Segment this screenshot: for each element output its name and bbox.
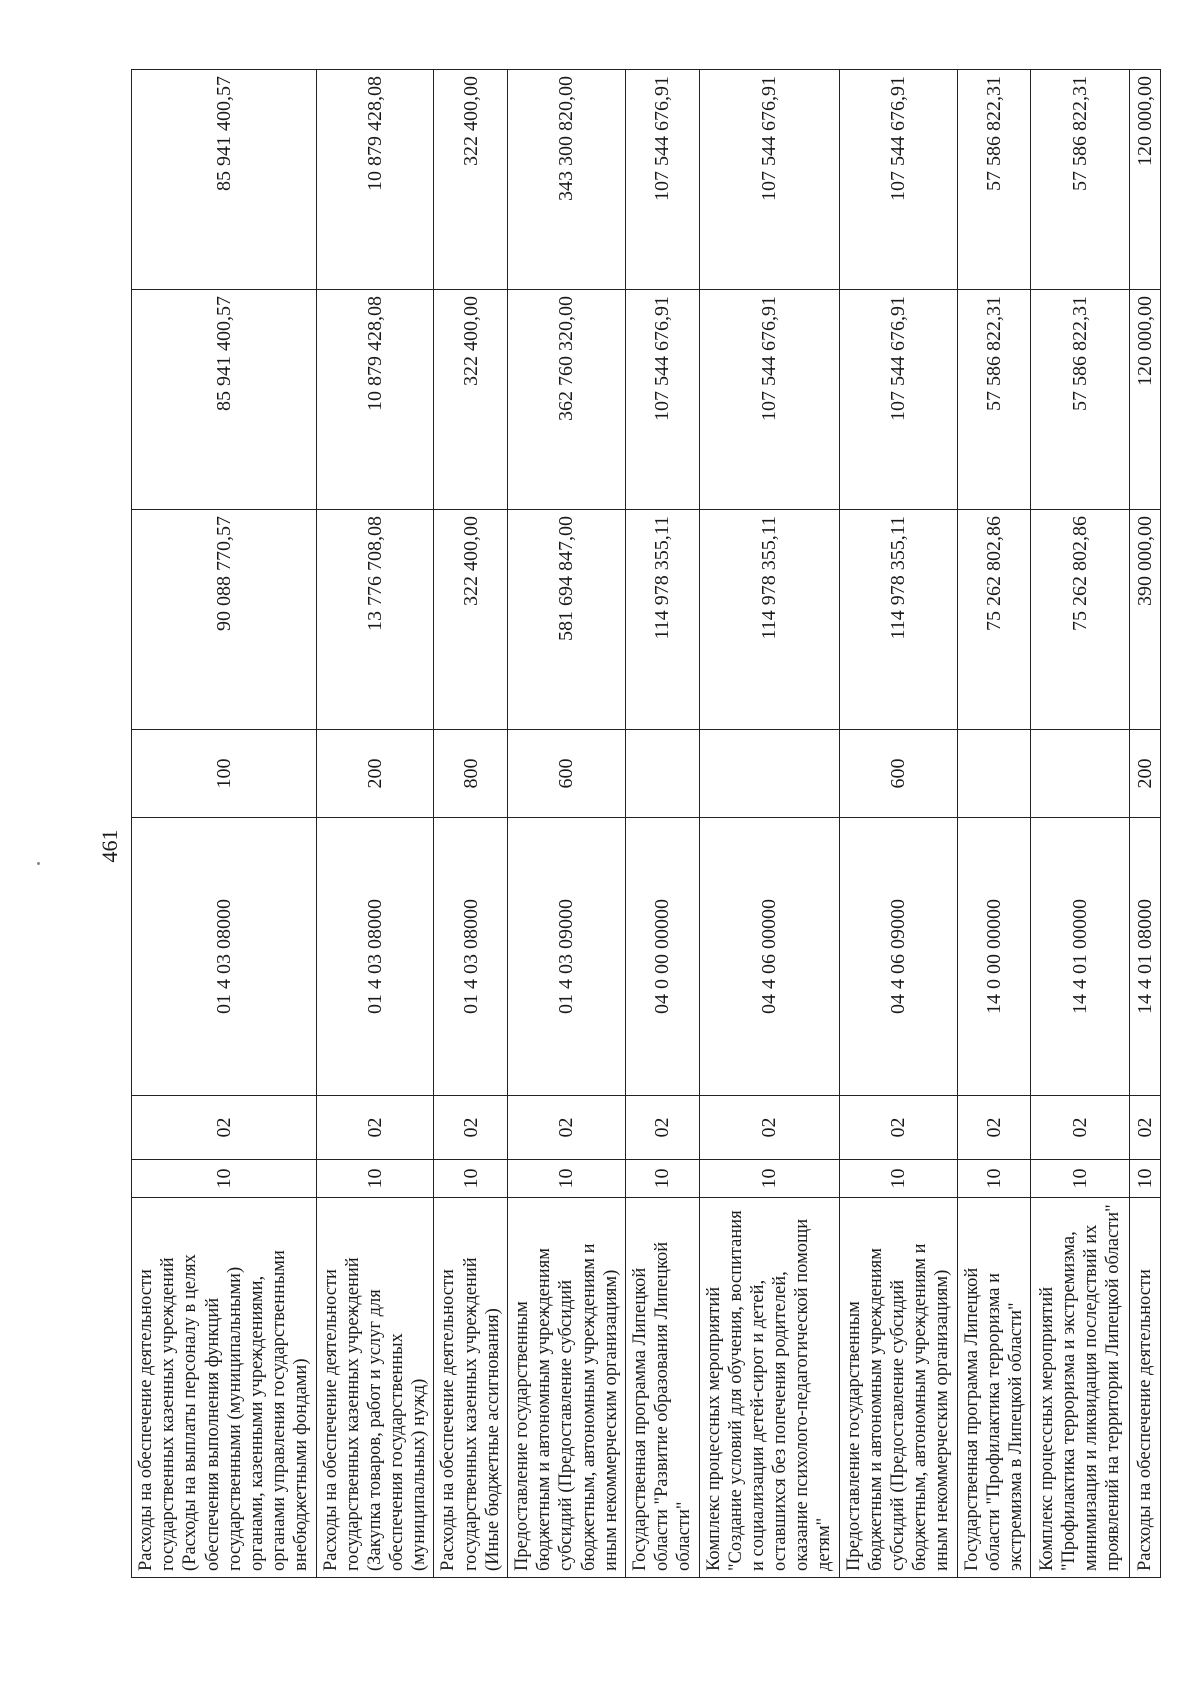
budget-table xyxy=(131,69,1161,1578)
expense-type-cell: 200 xyxy=(316,730,434,818)
amount-year2-cell: 57 586 822,31 xyxy=(1031,290,1130,510)
subsection-code-cell: 02 xyxy=(1031,1096,1130,1160)
amount-year3-cell: 10 879 428,08 xyxy=(316,70,434,290)
subsection-code-cell: 02 xyxy=(839,1096,957,1160)
expense-type-cell xyxy=(625,730,699,818)
table-row xyxy=(132,70,317,1578)
amount-year3-cell: 57 586 822,31 xyxy=(957,70,1031,290)
amount-year1-cell: 90 088 770,57 xyxy=(132,510,317,730)
expense-name-cell: Государственная программа Липецкой области "Развитие образования Липецкой области" xyxy=(625,1198,699,1578)
page-number: 461 xyxy=(97,829,122,863)
amount-year2-cell: 322 400,00 xyxy=(434,290,508,510)
expense-name-cell: Расходы на обеспечение деятельности государственных казенных учреждений (Иные бюджетные ассигнования) xyxy=(434,1198,508,1578)
expense-type-cell: 800 xyxy=(434,730,508,818)
amount-year3-cell: 85 941 400,57 xyxy=(132,70,317,290)
table-row xyxy=(699,70,839,1578)
amount-year2-cell: 120 000,00 xyxy=(1130,290,1161,510)
amount-year3-cell: 57 586 822,31 xyxy=(1031,70,1130,290)
rotated-table-wrapper xyxy=(131,70,1157,1578)
subsection-code-cell: 02 xyxy=(1130,1096,1161,1160)
expense-name-cell: Комплекс процессных мероприятий "Создание условий для обучения, воспитания и социализации детей-сирот и детей, оставшихся без попечения родителей, оказание психолого-педагогической помощи детям" xyxy=(699,1198,839,1578)
target-article-cell: 04 4 06 00000 xyxy=(699,818,839,1096)
amount-year1-cell: 322 400,00 xyxy=(434,510,508,730)
amount-year3-cell: 107 544 676,91 xyxy=(839,70,957,290)
expense-name-cell: Расходы на обеспечение деятельности xyxy=(1130,1198,1161,1578)
table-row xyxy=(434,70,508,1578)
section-code-cell: 10 xyxy=(434,1160,508,1198)
target-article-cell: 01 4 03 08000 xyxy=(316,818,434,1096)
subsection-code-cell: 02 xyxy=(316,1096,434,1160)
table-row xyxy=(957,70,1031,1578)
expense-type-cell: 600 xyxy=(839,730,957,818)
target-article-cell: 04 4 06 09000 xyxy=(839,818,957,1096)
amount-year2-cell: 107 544 676,91 xyxy=(625,290,699,510)
subsection-code-cell: 02 xyxy=(132,1096,317,1160)
target-article-cell: 01 4 03 08000 xyxy=(434,818,508,1096)
section-code-cell: 10 xyxy=(316,1160,434,1198)
table-row xyxy=(508,70,626,1578)
amount-year3-cell: 107 544 676,91 xyxy=(625,70,699,290)
expense-type-cell: 200 xyxy=(1130,730,1161,818)
table-row xyxy=(1130,70,1161,1578)
amount-year1-cell: 390 000,00 xyxy=(1130,510,1161,730)
target-article-cell: 14 4 01 08000 xyxy=(1130,818,1161,1096)
section-code-cell: 10 xyxy=(839,1160,957,1198)
amount-year1-cell: 114 978 355,11 xyxy=(625,510,699,730)
table-row xyxy=(1031,70,1130,1578)
amount-year3-cell: 343 300 820,00 xyxy=(508,70,626,290)
expense-type-cell: 100 xyxy=(132,730,317,818)
amount-year1-cell: 75 262 802,86 xyxy=(957,510,1031,730)
expense-name-cell: Расходы на обеспечение деятельности государственных казенных учреждений (Расходы на выплаты персоналу в целях обеспечения выполнения функций государственными (муниципальными) органами, казенными учреждениями, органами управления государственными внебюджетными фондами) xyxy=(132,1198,317,1578)
section-code-cell: 10 xyxy=(1130,1160,1161,1198)
amount-year2-cell: 10 879 428,08 xyxy=(316,290,434,510)
target-article-cell: 04 0 00 00000 xyxy=(625,818,699,1096)
amount-year2-cell: 362 760 320,00 xyxy=(508,290,626,510)
amount-year1-cell: 114 978 355,11 xyxy=(839,510,957,730)
table-row xyxy=(839,70,957,1578)
amount-year1-cell: 114 978 355,11 xyxy=(699,510,839,730)
section-code-cell: 10 xyxy=(508,1160,626,1198)
section-code-cell: 10 xyxy=(699,1160,839,1198)
expense-name-cell: Комплекс процессных мероприятий "Профилактика терроризма и экстремизма, минимизация и ликвидация последствий их проявлений на территории Липецкой области" xyxy=(1031,1198,1130,1578)
amount-year2-cell: 107 544 676,91 xyxy=(699,290,839,510)
amount-year1-cell: 75 262 802,86 xyxy=(1031,510,1130,730)
section-code-cell: 10 xyxy=(132,1160,317,1198)
target-article-cell: 01 4 03 08000 xyxy=(132,818,317,1096)
amount-year3-cell: 107 544 676,91 xyxy=(699,70,839,290)
section-code-cell: 10 xyxy=(1031,1160,1130,1198)
expense-type-cell: 600 xyxy=(508,730,626,818)
subsection-code-cell: 02 xyxy=(699,1096,839,1160)
expense-name-cell: Расходы на обеспечение деятельности государственных казенных учреждений (Закупка товаров, работ и услуг для обеспечения государственных (муниципальных) нужд) xyxy=(316,1198,434,1578)
amount-year2-cell: 57 586 822,31 xyxy=(957,290,1031,510)
expense-type-cell xyxy=(957,730,1031,818)
expense-type-cell xyxy=(1031,730,1130,818)
section-code-cell: 10 xyxy=(625,1160,699,1198)
amount-year2-cell: 107 544 676,91 xyxy=(839,290,957,510)
table-row xyxy=(316,70,434,1578)
table-row xyxy=(625,70,699,1578)
expense-type-cell xyxy=(699,730,839,818)
subsection-code-cell: 02 xyxy=(957,1096,1031,1160)
expense-name-cell: Предоставление государственным бюджетным и автономным учреждениям субсидий (Предоставление субсидий бюджетным, автономным учреждениям и иным некоммерческим организациям) xyxy=(839,1198,957,1578)
amount-year1-cell: 13 776 708,08 xyxy=(316,510,434,730)
expense-name-cell: Предоставление государственным бюджетным и автономным учреждениям субсидий (Предоставление субсидий бюджетным, автономным учреждениям и иным некоммерческим организациям) xyxy=(508,1198,626,1578)
amount-year2-cell: 85 941 400,57 xyxy=(132,290,317,510)
subsection-code-cell: 02 xyxy=(625,1096,699,1160)
subsection-code-cell: 02 xyxy=(508,1096,626,1160)
target-article-cell: 14 0 00 00000 xyxy=(957,818,1031,1096)
amount-year3-cell: 120 000,00 xyxy=(1130,70,1161,290)
amount-year1-cell: 581 694 847,00 xyxy=(508,510,626,730)
target-article-cell: 01 4 03 09000 xyxy=(508,818,626,1096)
section-code-cell: 10 xyxy=(957,1160,1031,1198)
target-article-cell: 14 4 01 00000 xyxy=(1031,818,1130,1096)
amount-year3-cell: 322 400,00 xyxy=(434,70,508,290)
subsection-code-cell: 02 xyxy=(434,1096,508,1160)
expense-name-cell: Государственная программа Липецкой области "Профилактика терроризма и экстремизма в Липецкой области" xyxy=(957,1198,1031,1578)
scan-speck xyxy=(37,862,40,865)
